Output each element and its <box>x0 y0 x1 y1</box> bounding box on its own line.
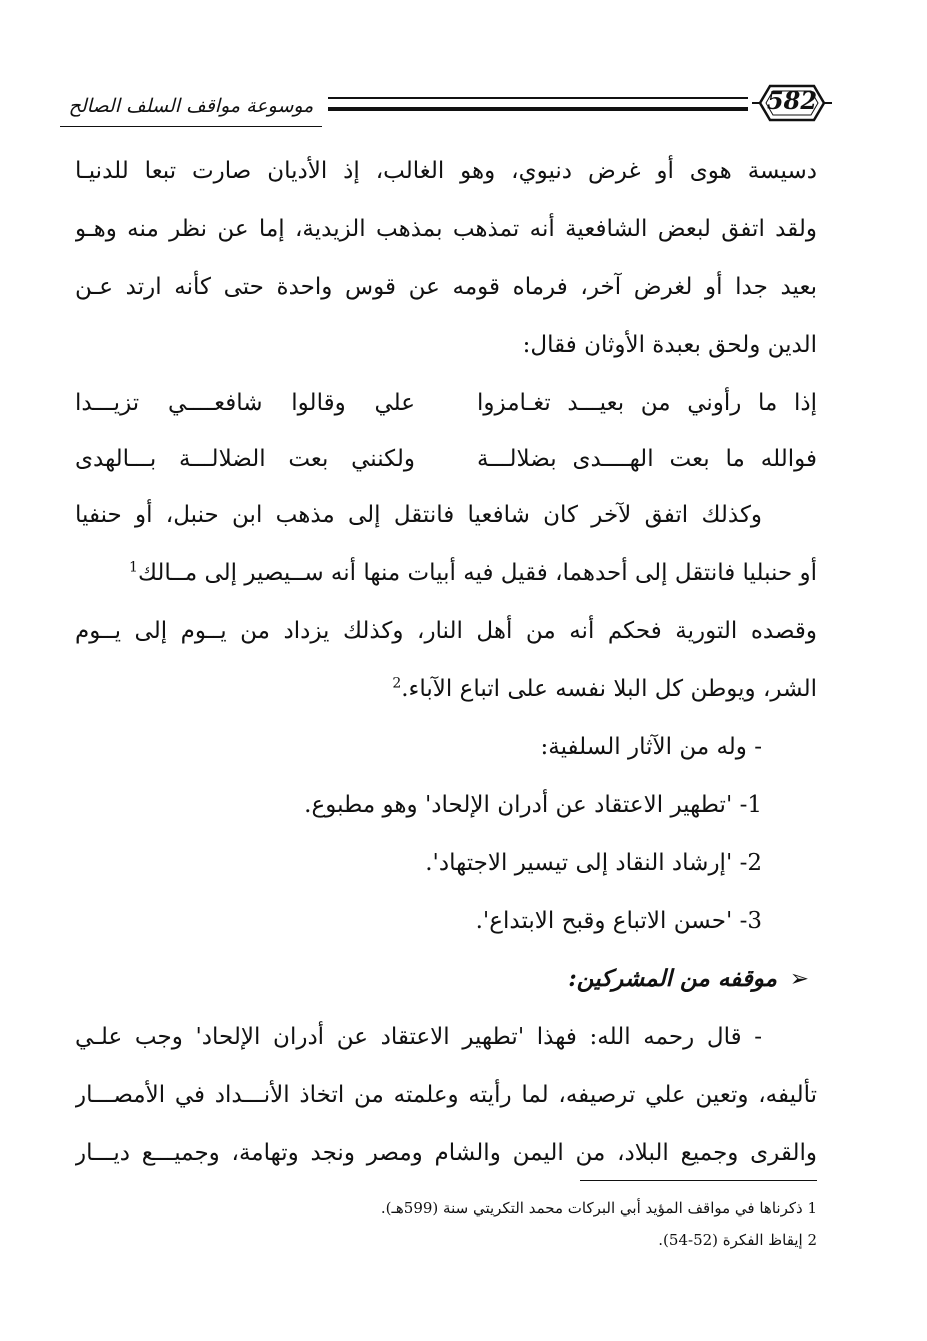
footnotes <box>300 1192 817 1256</box>
paragraph-line: بعيد جدا أو لغرض آخر، فرماه قومه عن قوس واحدة حتى كأنه ارتد عـن <box>75 274 817 300</box>
verse-second-hemistich: علي وقالوا شافعــــي تزيـــدا <box>75 390 415 416</box>
poem-verse <box>75 430 817 486</box>
footnote-ref: 2 <box>392 675 402 692</box>
arrow-bullet-icon: ➢ <box>789 966 809 992</box>
paragraph-line <box>75 544 817 602</box>
header-rule-thick <box>328 107 748 111</box>
header-rule <box>328 97 748 99</box>
paragraph-line <box>75 660 817 718</box>
paragraph-line: دسيسة هوى أو غرض دنيوي، وهو الغالب، إذ الأديان صارت تبعا للدنيـا <box>75 158 817 184</box>
paragraph-line: - قال رحمه الله: فهذا 'تطهير الاعتقاد عن أدران الإلحاد' وجب علـي <box>75 1024 762 1050</box>
paragraph-line: والقرى وجميع البلاد، من اليمن والشام ومصر ونجد وتهامة، وجميـــع ديـــار <box>75 1140 817 1166</box>
works-list-item: 1- 'تطهير الاعتقاد عن أدران الإلحاد' وهو مطبوع. <box>304 792 762 818</box>
page-body <box>75 142 817 1182</box>
page-header <box>60 70 830 140</box>
verse-first-hemistich: فوالله ما بعت الهــــدى بضلالـــة <box>477 446 817 472</box>
footnote-separator <box>580 1180 817 1181</box>
footnote-ref: 1 <box>129 559 138 576</box>
book-title: موسوعة مواقف السلف الصالح <box>60 86 322 127</box>
paragraph-line: وكذلك اتفق لآخر كان شافعيا فانتقل إلى مذهب ابن حنبل، أو حنفيا <box>75 502 762 528</box>
poem-verse <box>75 374 817 430</box>
section-heading-text: موقفه من المشركين: <box>568 965 777 992</box>
footnote: 1 ذكرناها في مواقف المؤيد أبي البركات محمد التكريتي سنة (599هـ). <box>380 1199 817 1217</box>
page-number: 582 <box>766 86 818 115</box>
line-text: أو حنبليا فانتقل إلى أحدهما، فقيل فيه أبيات منها أنه ســيصير إلى مــالك <box>137 560 817 586</box>
page-number-badge <box>750 80 834 126</box>
paragraph-line: تأليفه، وتعين علي ترصيفه، لما رأيته وعلمته من اتخاذ الأنـــداد في الأمصـــار <box>75 1082 817 1108</box>
section-heading <box>75 950 817 1008</box>
works-list-item: 2- 'إرشاد النقاد إلى تيسير الاجتهاد'. <box>425 850 762 876</box>
footnote: 2 إيقاظ الفكرة (52-54). <box>658 1231 817 1249</box>
paragraph-line: وقصده التورية فحكم أنه من أهل النار، وكذلك يزداد من يــوم إلى يــوم <box>75 618 817 644</box>
paragraph-line: الدين ولحق بعبدة الأوثان فقال: <box>522 332 817 358</box>
verse-second-hemistich: ولكنني بعت الضلالـــة بـــالهدى <box>75 446 415 472</box>
works-intro: - وله من الآثار السلفية: <box>540 734 762 760</box>
verse-first-hemistich: إذا ما رأوني من بعيـــد تغـامزوا <box>477 390 817 416</box>
works-list-item: 3- 'حسن الاتباع وقبح الابتداع'. <box>475 908 762 934</box>
paragraph-line: ولقد اتفق لبعض الشافعية أنه تمذهب بمذهب الزيدية، إما عن نظر منه وهـو <box>75 216 817 242</box>
line-text: الشر، ويوطن كل البلا نفسه على اتباع الآباء. <box>401 676 817 702</box>
